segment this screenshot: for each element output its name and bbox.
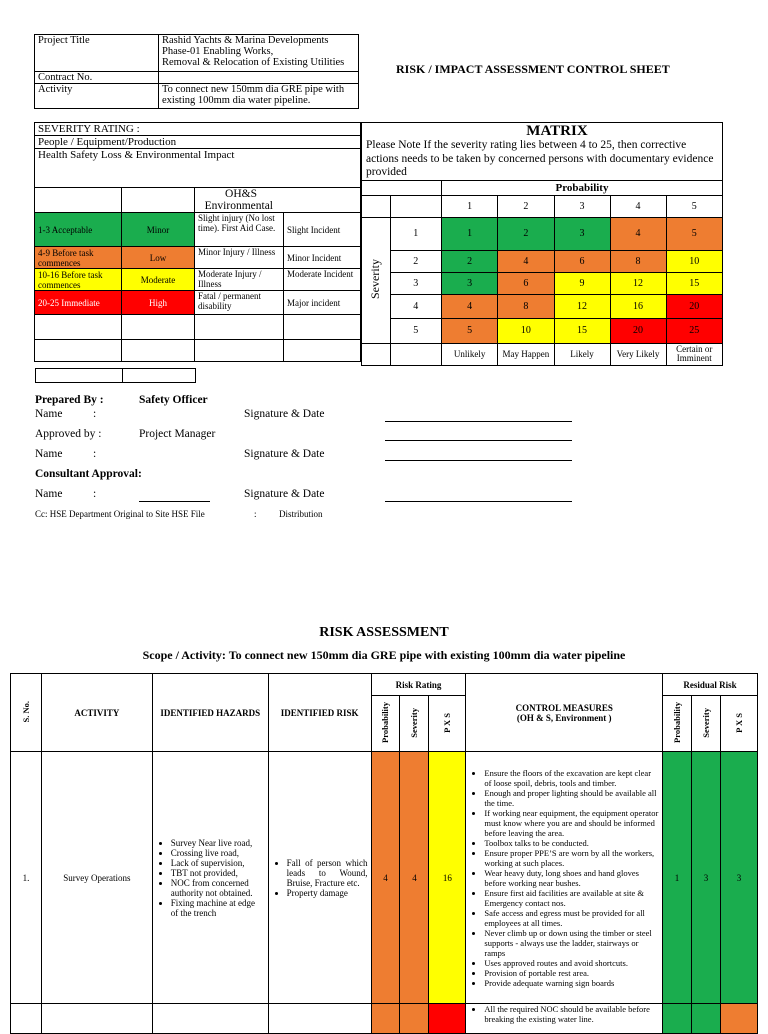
matrix-cell: 6 [554, 250, 610, 272]
list-item: • Property damage [287, 888, 368, 898]
matrix-cell: 15 [554, 318, 610, 343]
project-title-value: Rashid Yachts & Marina Developments Phase-01 Enabling Works, Removal & Relocation of Existing Utilities [159, 35, 359, 72]
list-item: • Safe access and egress must be provided for all employees at all times. [484, 908, 659, 928]
sno-header: S. No. [20, 700, 31, 723]
matrix-cell: 10 [498, 318, 554, 343]
risks-list [272, 858, 368, 898]
activity-header: ACTIVITY [41, 674, 152, 752]
residual-header: Residual Risk [663, 674, 758, 696]
severity-env: Moderate Incident [284, 269, 361, 291]
prepared-by-label: Prepared By : [35, 394, 104, 406]
name-label: Name [35, 448, 63, 460]
name-colon: : [93, 488, 97, 500]
table-row [11, 1004, 758, 1034]
cc-colon: : [254, 509, 257, 519]
risk-assessment-table [10, 673, 758, 1034]
matrix-cell: 2 [498, 217, 554, 250]
control-header: CONTROL MEASURES (OH & S, Environment ) [466, 674, 663, 752]
severity-env: Minor Incident [284, 247, 361, 269]
matrix-cell: 20 [610, 318, 666, 343]
matrix-cell: 3 [442, 272, 498, 294]
severity-env: Major incident [284, 291, 361, 315]
risk-assessment-title: RISK ASSESSMENT [319, 625, 449, 640]
env-header: Environmental [204, 200, 273, 212]
matrix-cell: 25 [666, 318, 722, 343]
prob-name: Certain or Imminent [666, 343, 722, 365]
activity-label: Activity [35, 84, 159, 109]
contract-no-label: Contract No. [35, 72, 159, 84]
matrix-cell: 12 [610, 272, 666, 294]
row-sno: 1. [11, 752, 42, 1004]
controls-list [469, 1004, 659, 1024]
severity-level: High [122, 291, 195, 315]
matrix-cell: 15 [666, 272, 722, 294]
matrix-cell: 4 [610, 217, 666, 250]
matrix-cell: 3 [554, 217, 610, 250]
list-item: • Never climb up or down using the timber or steel supports - always use the ladder, stairways or ramps [484, 928, 659, 958]
name-line[interactable] [139, 501, 210, 502]
signature-line[interactable] [385, 460, 572, 461]
severity-level: Moderate [122, 269, 195, 291]
severity-range: 1-3 Acceptable [35, 213, 122, 247]
matrix-cell: 8 [498, 294, 554, 318]
severity-axis-label: Severity [368, 258, 383, 299]
prob-col-header: 1 [442, 195, 498, 217]
signature-label: Signature & Date [244, 408, 325, 420]
matrix-cell: 6 [498, 272, 554, 294]
row-residual-severity: 3 [691, 752, 720, 1004]
prob-col-header: 2 [498, 195, 554, 217]
name-label: Name [35, 408, 63, 420]
list-item: • All the required NOC should be available before breaking the existing water line. [484, 1004, 659, 1024]
list-item: • Enough and proper lighting should be available all the time. [484, 788, 659, 808]
name-colon: : [93, 408, 97, 420]
risk-rating-header: Risk Rating [371, 674, 466, 696]
approved-by-value: Project Manager [139, 428, 216, 440]
probability-header: Probability [380, 702, 391, 743]
consultant-approval-label: Consultant Approval: [35, 468, 142, 480]
signature-line[interactable] [385, 440, 572, 441]
list-item: • TBT not provided, [171, 868, 265, 878]
matrix-cell: 5 [442, 318, 498, 343]
severity-row-header: 4 [390, 294, 441, 318]
row-residual-pxs: 3 [720, 752, 757, 1004]
ohs-header: OH&S [225, 188, 257, 200]
activity-value: To connect new 150mm dia GRE pipe with existing 100mm dia water pipeline. [159, 84, 359, 109]
list-item: • Ensure the floors of the excavation are kept clear of loose spoil, debris, tools and timber. [484, 768, 659, 788]
list-item: • Provide adequate warning sign boards [484, 978, 659, 988]
matrix-cell: 20 [666, 294, 722, 318]
matrix-cell: 12 [554, 294, 610, 318]
residual-probability-header: Probability [671, 702, 682, 743]
prob-col-header: 4 [610, 195, 666, 217]
pxs-header: P X S [442, 712, 453, 733]
signature-line[interactable] [385, 501, 572, 502]
name-colon: : [93, 448, 97, 460]
blank-box [121, 368, 196, 383]
blank-box [35, 368, 123, 383]
list-item: • If working near equipment, the equipment operator must know where you are and should be informed before leaving the area. [484, 808, 659, 838]
severity-row-header: 3 [390, 272, 441, 294]
matrix-title: MATRIX [526, 123, 588, 139]
project-info-table [34, 34, 359, 109]
scope-text: Scope / Activity: To connect new 150mm dia GRE pipe with existing 100mm dia water pipeline [142, 648, 626, 662]
severity-range: 4-9 Before task commences [35, 247, 122, 269]
severity-ohs: Fatal / permanent disability [195, 291, 284, 315]
matrix-cell: 16 [610, 294, 666, 318]
severity-row-header: 2 [390, 250, 441, 272]
severity-line2: Health Safety Loss & Environmental Impact [35, 149, 361, 188]
row-activity: Survey Operations [41, 752, 152, 1004]
cc-text: Cc: HSE Department Original to Site HSE File [35, 509, 205, 519]
severity-env: Slight Incident [284, 213, 361, 247]
probability-label: Probability [442, 180, 723, 195]
matrix-cell: 5 [666, 217, 722, 250]
severity-title: SEVERITY RATING : [35, 123, 361, 136]
list-item: • Provision of portable rest area. [484, 968, 659, 978]
matrix-cell: 4 [442, 294, 498, 318]
hazards-header: IDENTIFIED HAZARDS [152, 674, 268, 752]
severity-line1: People / Equipment/Production [35, 136, 361, 149]
row-severity: 4 [400, 752, 429, 1004]
severity-ohs: Moderate Injury / Illness [195, 269, 284, 291]
list-item: • Ensure first aid facilities are available at site & Emergency contact nos. [484, 888, 659, 908]
residual-severity-header: Severity [700, 707, 711, 738]
severity-ohs: Minor Injury / Illness [195, 247, 284, 269]
signature-line[interactable] [385, 421, 572, 422]
list-item: • Fixing machine at edge of the trench [171, 898, 265, 918]
row-probability: 4 [371, 752, 400, 1004]
residual-pxs-header: P X S [733, 712, 744, 733]
severity-row-header: 5 [390, 318, 441, 343]
matrix-cell: 8 [610, 250, 666, 272]
prob-name: May Happen [498, 343, 554, 365]
table-row [11, 752, 758, 1004]
signature-label: Signature & Date [244, 448, 325, 460]
list-item: • Wear heavy duty, long shoes and hand gloves before working near bushes. [484, 868, 659, 888]
matrix-cell: 9 [554, 272, 610, 294]
matrix-cell: 4 [498, 250, 554, 272]
risk-header: IDENTIFIED RISK [268, 674, 371, 752]
prob-name: Likely [554, 343, 610, 365]
controls-list [469, 768, 659, 988]
list-item: • Survey Near live road, [171, 838, 265, 848]
prepared-by-value: Safety Officer [139, 394, 208, 406]
severity-range: 10-16 Before task commences [35, 269, 122, 291]
contract-no-value [159, 72, 359, 84]
distribution-label: Distribution [279, 509, 323, 519]
list-item: • Toolbox talks to be conducted. [484, 838, 659, 848]
row-pxs: 16 [429, 752, 466, 1004]
list-item: • Lack of supervision, [171, 858, 265, 868]
list-item: • Uses approved routes and avoid shortcuts. [484, 958, 659, 968]
signature-label: Signature & Date [244, 488, 325, 500]
name-label: Name [35, 488, 63, 500]
matrix-cell: 10 [666, 250, 722, 272]
list-item: • Ensure proper PPE’S are worn by all the workers, working at such places. [484, 848, 659, 868]
list-item: • Fall of person which leads to Wound, Bruise, Fracture etc. [287, 858, 368, 888]
sheet-title: RISK / IMPACT ASSESSMENT CONTROL SHEET [396, 62, 670, 76]
severity-level: Low [122, 247, 195, 269]
severity-header: Severity [409, 707, 420, 738]
severity-ohs: Slight injury (No lost time). First Aid Case. [195, 213, 284, 247]
row-residual-probability: 1 [663, 752, 692, 1004]
list-item: • Crossing live road, [171, 848, 265, 858]
prob-name: Unlikely [442, 343, 498, 365]
prob-col-header: 5 [666, 195, 722, 217]
matrix-cell: 2 [442, 250, 498, 272]
matrix-note: Please Note If the severity rating lies between 4 to 25, then corrective actions needs to be taken by concerned persons with documentary evidence provided [366, 139, 714, 178]
severity-range: 20-25 Immediate [35, 291, 122, 315]
hazards-list [156, 838, 265, 918]
list-item: • NOC from concerned authority not obtained. [171, 878, 265, 898]
risk-matrix [361, 122, 723, 366]
matrix-cell: 1 [442, 217, 498, 250]
severity-level: Minor [122, 213, 195, 247]
prob-col-header: 3 [554, 195, 610, 217]
severity-table [34, 122, 361, 362]
prob-name: Very Likely [610, 343, 666, 365]
approved-by-label: Approved by : [35, 428, 102, 440]
project-title-label: Project Title [35, 35, 159, 72]
severity-row-header: 1 [390, 217, 441, 250]
